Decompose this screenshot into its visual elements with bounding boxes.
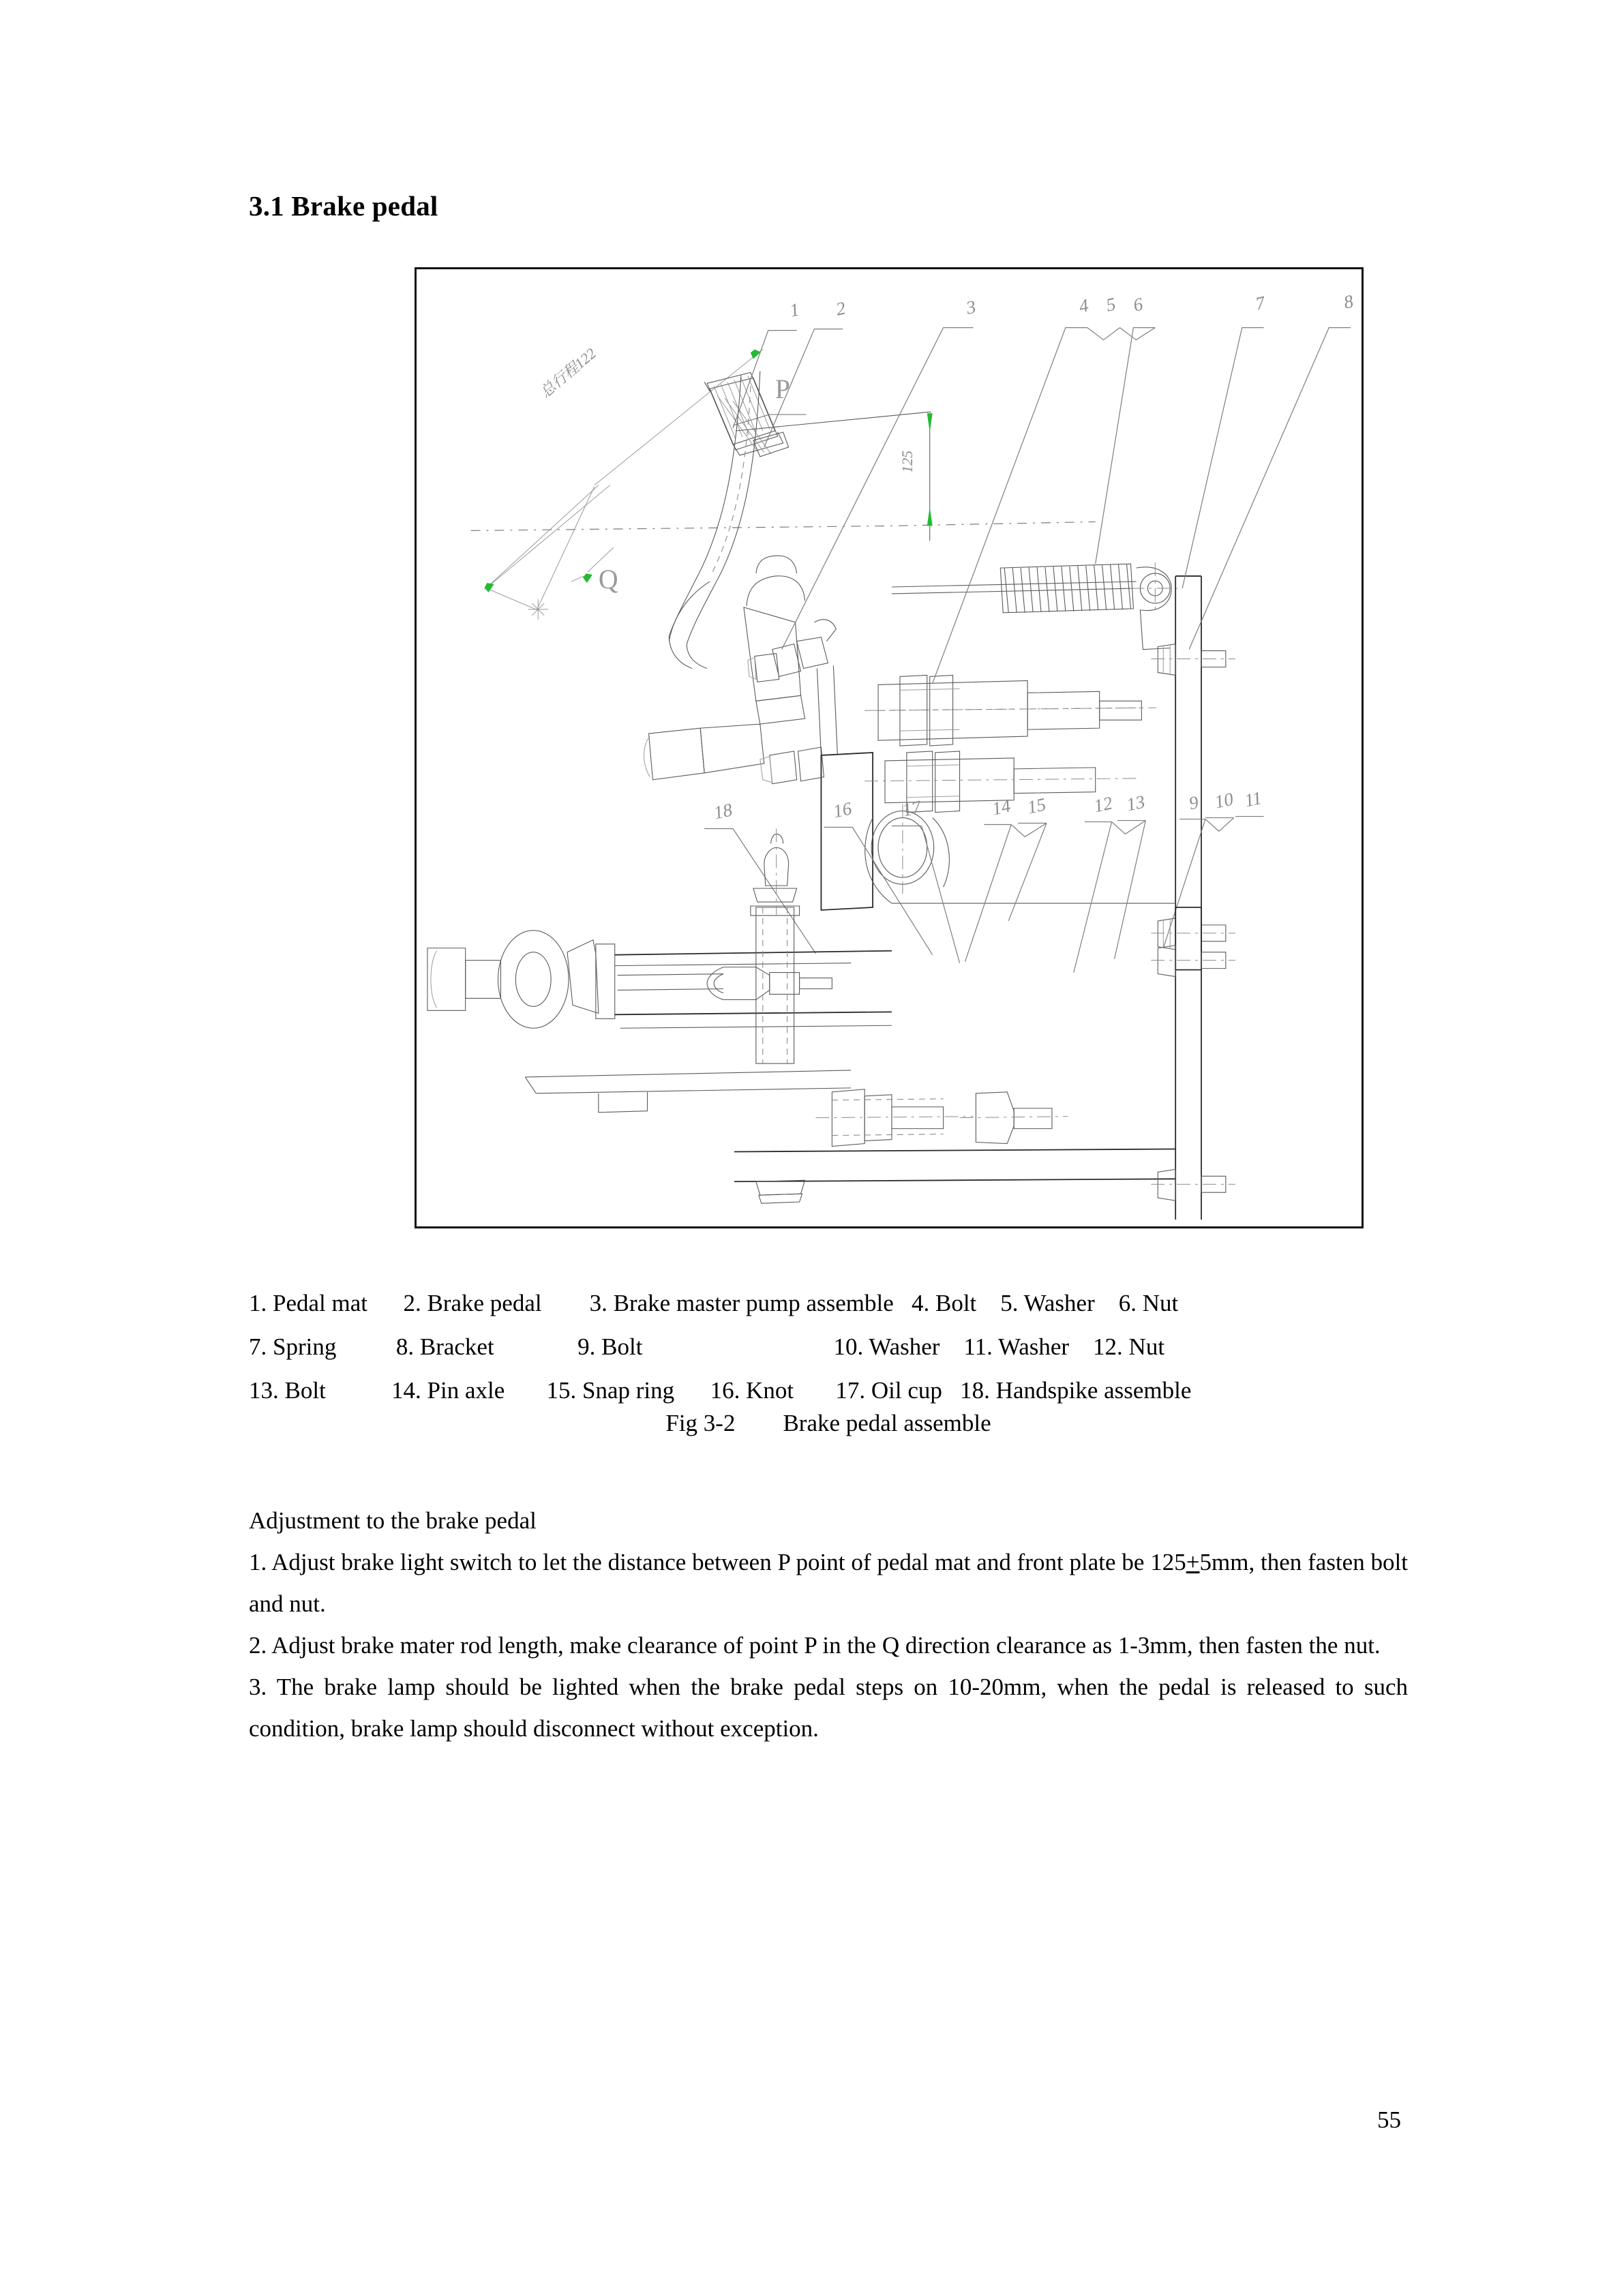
part-push-rod-linkage <box>748 620 873 910</box>
legend-row: 7. Spring 8. Bracket 9. Bolt 10. Washer 11. Washer 12. Nut <box>249 1333 1165 1360</box>
adjustment-intro: Adjustment to the brake pedal <box>249 1507 537 1534</box>
callout-11: 11 <box>1242 787 1264 811</box>
dimension-travel-text: 总行程122 <box>537 344 599 402</box>
technical-drawing <box>417 269 1362 1226</box>
callout-12: 12 <box>1092 792 1115 817</box>
figure-caption: Fig 3-2 Brake pedal assemble <box>665 1410 991 1436</box>
callout-9: 9 <box>1187 791 1201 814</box>
plus-minus-symbol: + <box>1186 1549 1200 1575</box>
part-master-pump-lower <box>427 931 892 1028</box>
label-point-q: Q <box>598 564 618 595</box>
callout-13: 13 <box>1124 791 1147 815</box>
callout-leaders-upper <box>733 328 1351 684</box>
figure-parts-legend <box>249 1282 1408 1413</box>
callout-1: 1 <box>787 299 802 321</box>
adjustment-item-1 <box>249 1541 1408 1625</box>
label-point-p-text: P <box>775 374 790 405</box>
callout-17: 17 <box>900 796 923 821</box>
body-text <box>249 1500 1408 1749</box>
callout-16: 16 <box>831 798 854 822</box>
legend-row: 13. Bolt 14. Pin axle 15. Snap ring 16. Knot 17. Oil cup 18. Handspike assemble <box>249 1377 1192 1404</box>
part-bracket-front-plate <box>1151 576 1235 970</box>
part-handspike-lower <box>525 1070 851 1113</box>
part-bracket-plate-lower <box>1151 907 1235 1220</box>
callout-7: 7 <box>1253 292 1267 314</box>
part-lower-fasteners <box>734 1089 1175 1203</box>
callout-6: 6 <box>1131 293 1145 316</box>
dimension-125 <box>736 412 933 541</box>
callout-2: 2 <box>834 297 847 320</box>
page-title: 3.1 Brake pedal <box>249 190 438 222</box>
figure-brake-pedal-assemble <box>415 267 1364 1228</box>
part-spring <box>892 562 1181 649</box>
part-brake-pedal-arm <box>669 371 760 668</box>
callout-15: 15 <box>1025 794 1048 818</box>
adjustment-item-1-b: 5mm, then fasten bolt and nut. <box>249 1549 1408 1617</box>
callout-10: 10 <box>1212 788 1235 813</box>
page-number: 55 <box>1377 2106 1401 2133</box>
part-knot-eye <box>707 967 832 1000</box>
part-pin-axle <box>751 828 800 1063</box>
callout-14: 14 <box>990 795 1012 819</box>
callout-3: 3 <box>964 296 978 318</box>
callout-8: 8 <box>1342 290 1355 313</box>
adjustment-item-3: 3. The brake lamp should be lighted when the brake pedal steps on 10-20mm, when the pedal is released to such condition, brake lamp should disconnect without exception. <box>249 1674 1408 1742</box>
adjustment-item-1-a: 1. Adjust brake light switch to let the distance between P point of pedal mat and front plate be 125 <box>249 1549 1186 1575</box>
dimension-125-text: 125 <box>898 450 916 473</box>
callout-5: 5 <box>1104 293 1118 316</box>
part-oil-cup-upper <box>865 804 1175 903</box>
callout-4: 4 <box>1077 294 1091 317</box>
callout-18: 18 <box>712 799 734 824</box>
callout-leaders-lower <box>704 817 1263 973</box>
part-master-pump <box>644 556 805 780</box>
legend-row: 1. Pedal mat 2. Brake pedal 3. Brake master pump assemble 4. Bolt 5. Washer 6. Nut <box>249 1290 1179 1316</box>
adjustment-item-2: 2. Adjust brake mater rod length, make clearance of point P in the Q direction clearance as 1-3mm, then fasten the nut. <box>249 1632 1381 1659</box>
part-handspike-upper <box>864 675 1156 812</box>
